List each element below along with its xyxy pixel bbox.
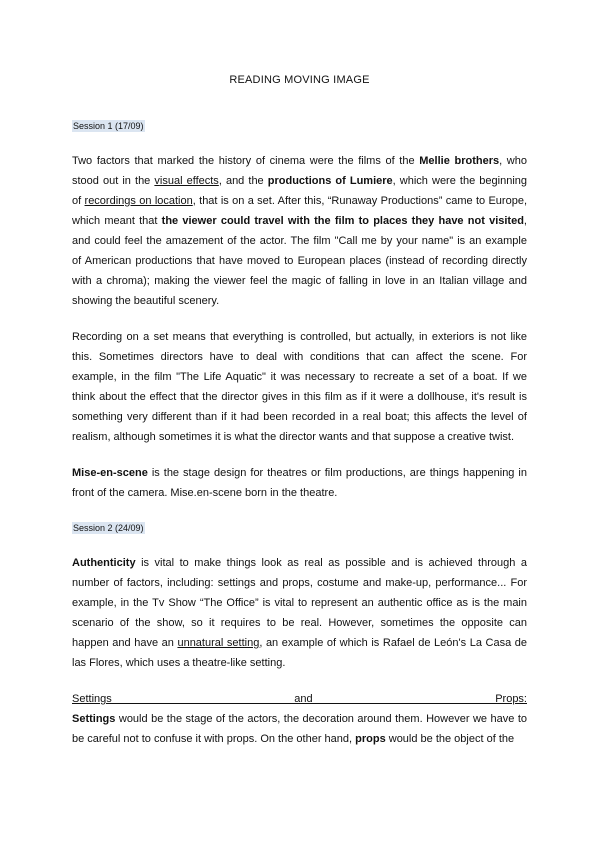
text-run: las Flores, which uses a theatre-like setting. [72,657,286,669]
text-run: Two factors that marked the history of cinema were the films of the [72,155,420,167]
paragraph-recording-on-set [72,330,527,450]
document-title: READING MOVING IMAGE [229,74,370,86]
text-line [72,410,527,430]
text-line [72,486,527,506]
text-line [72,466,527,486]
text-line [72,254,527,274]
paragraph-settings-and-props [72,692,527,752]
paragraph-mise-en-scene [72,466,527,506]
session-1-heading: Session 1 (17/09) [73,121,144,131]
text-line [72,194,527,214]
text-run: , which were the beginning [392,175,527,187]
bold-text: Settings [72,713,116,725]
bold-text: props [355,733,386,745]
text-run: which meant that [72,215,162,227]
text-line [72,294,527,314]
text-line [72,154,527,174]
text-line [72,274,527,294]
text-run: realism, although sometimes it is what the director wants and that suppose a creative twist. [72,431,515,443]
text-run: would be the stage of the actors, the decoration around them. However we have to [115,713,527,725]
text-run: think about the effect that the director gives in this film as if it were a dollhouse, it's result is [72,391,527,403]
text-line [72,390,527,410]
text-line [72,596,527,616]
text-run: front of the camera. Mise.en-scene born in the theatre. [72,487,338,499]
text-line [72,732,527,752]
text-run: , who [499,155,527,167]
text-run: stood out in the [72,175,155,187]
session-2-heading: Session 2 (24/09) [73,523,144,533]
text-run: example, in the Tv Show “The Office” is vital to represent an authentic office as is the main [72,597,527,609]
paragraph-history [72,154,527,314]
text-line [72,656,527,676]
text-run: showing the beautiful scenery. [72,295,220,307]
text-run: would be the object of the [385,733,515,745]
underlined-text: visual effects [154,175,219,187]
text-run: be careful not to confuse it with props. On the other hand, [72,733,356,745]
text-run: Recording on a set means that everything is controlled, but actually, in exteriors is not like [72,331,527,343]
text-line [72,576,527,596]
underlined-text: unnatural setting [177,637,260,649]
text-line [72,430,527,450]
text-run: and could feel the amazement of the actor. The film "Call me by your name" is an example [72,235,527,247]
text-line [72,556,527,576]
text-run: , that is on a set. After this, “Runaway Productions” came to Europe, [192,195,527,207]
text-run: of American productions that have moved to European places (instead of recording directly [72,255,527,267]
text-run: happen and have an [72,637,178,649]
text-run: , and the [218,175,268,187]
text-run: is vital to make things look as real as possible and is achieved through a [135,557,527,569]
text-line [72,234,527,254]
document-page [72,73,527,752]
underlined-text: Settings and Props: [72,693,527,705]
text-line [72,330,527,350]
text-run: example, in the film "The Life Aquatic" it was necessary to recreate a set of a boat. If we [72,371,527,383]
bold-text: Authenticity [72,557,136,569]
text-run: number of factors, including: settings and props, costume and make-up, performance... For [72,577,527,589]
text-line [72,370,527,390]
text-line [72,692,527,712]
text-line [72,174,527,194]
text-run: something very different than if it had been recorded in a real boat; this affects the level of [72,411,527,423]
text-line [72,350,527,370]
bold-text: Mise-en-scene [72,467,148,479]
text-run: , an example of which is Rafael de León's La Casa de [259,637,527,649]
underlined-text: recordings on location [84,195,193,207]
paragraph-authenticity [72,556,527,676]
text-run: of [72,195,85,207]
text-run: with a chroma); making the viewer feel the magic of falling in love in an Italian village and [72,275,527,287]
text-run: scenario of the show, so it requires to be real. However, sometimes the opposite can [72,617,527,629]
text-line [72,616,527,636]
text-run: is the stage design for theatres or film productions, are things happening in [147,467,527,479]
bold-text: the viewer could travel with the film to places they have not visited [161,215,524,227]
text-run: this. Sometimes directors have to deal with conditions that can affect the scene. For [72,351,527,363]
text-run: , [523,215,527,227]
text-line [72,636,527,656]
text-line [72,712,527,732]
text-line [72,214,527,234]
bold-text: productions of Lumiere [267,175,393,187]
bold-text: Mellie brothers [419,155,500,167]
